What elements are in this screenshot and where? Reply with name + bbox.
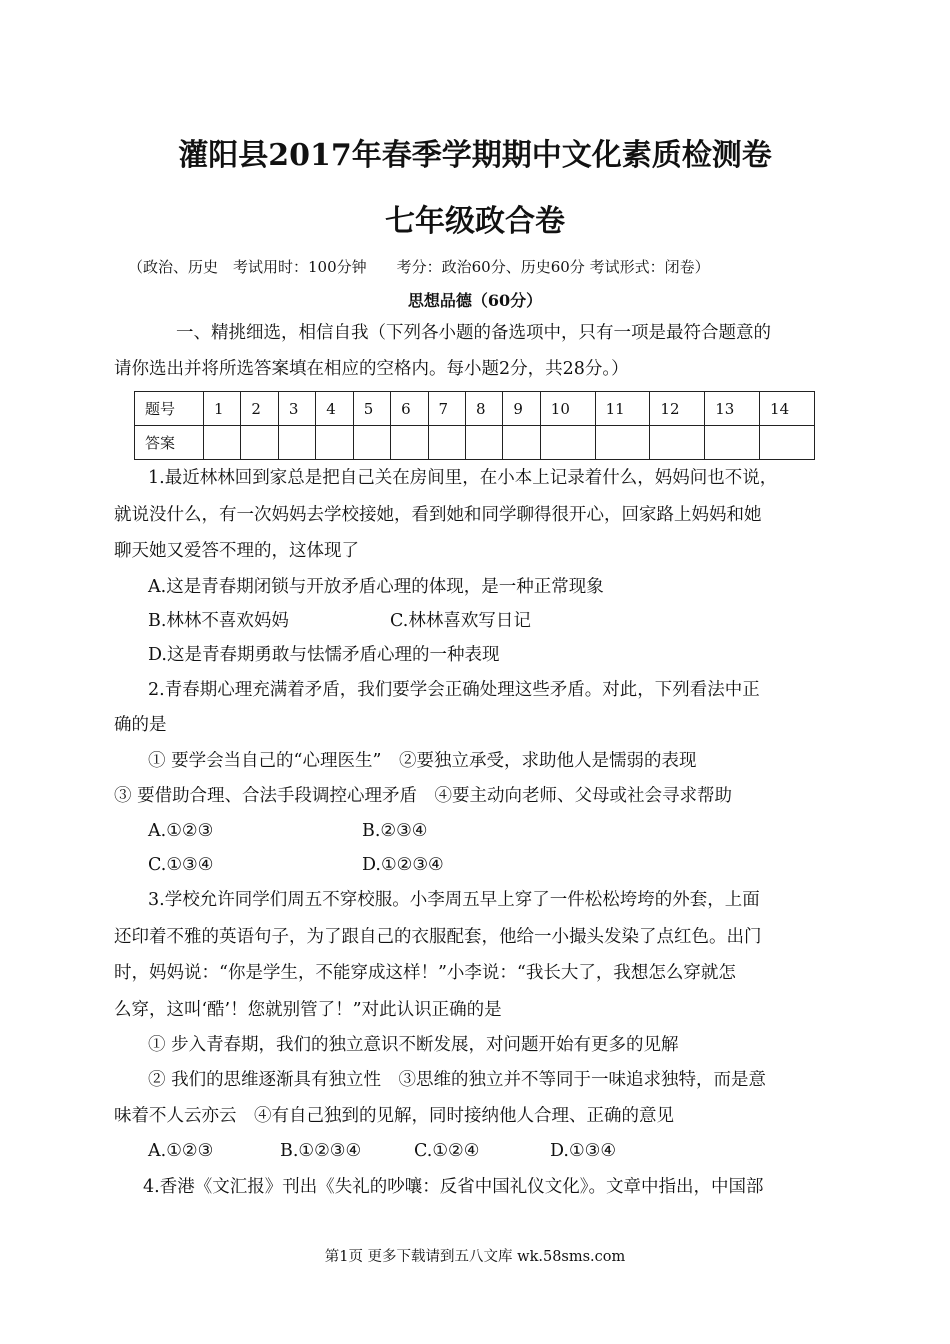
q1-line-1: 1.最近林林回到家总是把自己关在房间里，在小本上记录着什么，妈妈问也不说， [148,468,778,488]
table-cell-number: 2 [241,392,278,426]
section-heading: 思想品德（60分） [407,291,543,310]
table-cell-number: 12 [650,392,705,426]
q3-line-1: 3.学校允许同学们周五不穿校服。小李周五早上穿了一件松松垮垮的外套，上面 [148,890,760,910]
q3-statement-1: ① 步入青春期，我们的独立意识不断发展，对问题开始有更多的见解 [148,1035,679,1055]
exam-title: 灌阳县2017年春季学期期中文化素质检测卷 [178,138,772,173]
table-cell-number: 11 [595,392,650,426]
q4-line-1: 4.香港《文汇报》刊出《失礼的吵嚷：反省中国礼仪文化》。文章中指出，中国部 [143,1177,764,1197]
q2-line-2: 确的是 [114,715,167,735]
answer-cell[interactable] [760,426,815,460]
answer-table [134,391,815,460]
q3-statement-3: 味着不人云亦云 ④有自己独到的见解，同时接纳他人合理、正确的意见 [114,1106,674,1126]
table-cell-number: 7 [428,392,465,426]
table-cell-number: 8 [465,392,502,426]
answer-cell[interactable] [540,426,595,460]
q2-statement-2: ③ 要借助合理、合法手段调控心理矛盾 ④要主动向老师、父母或社会寻求帮助 [114,786,733,806]
q3-option-a: A.①②③ [148,1141,214,1161]
q1-option-a: A.这是青春期闭锁与开放矛盾心理的体现，是一种正常现象 [148,577,604,597]
answer-cell[interactable] [465,426,502,460]
answer-cell[interactable] [204,426,241,460]
q3-line-4: 么穿，这叫‘酷’！您就别管了！”对此认识正确的是 [114,1000,502,1020]
q3-line-2: 还印着不雅的英语句子，为了跟自己的衣服配套，他给一小撮头发染了点红色。出门 [114,927,762,947]
table-cell-number: 5 [353,392,390,426]
answer-cell[interactable] [705,426,760,460]
table-cell-number: 9 [503,392,540,426]
q1-option-d: D.这是青春期勇敢与怯懦矛盾心理的一种表现 [148,645,500,665]
answer-cell[interactable] [595,426,650,460]
answer-cell[interactable] [278,426,315,460]
q1-line-2: 就说没什么，有一次妈妈去学校接她，看到她和同学聊得很开心，回家路上妈妈和她 [114,505,762,525]
table-row [135,392,815,426]
exam-meta: （政治、历史 考试用时：100分钟 考分：政治60分、历史60分 考试形式：闭卷） [128,258,710,276]
answer-cell[interactable] [316,426,353,460]
q1-line-3: 聊天她又爱答不理的，这体现了 [114,541,359,561]
table-cell-number: 1 [204,392,241,426]
q2-statement-1: ① 要学会当自己的“心理医生” ②要独立承受，求助他人是懦弱的表现 [148,751,697,771]
table-cell-number: 14 [760,392,815,426]
answer-cell[interactable] [503,426,540,460]
table-row [135,426,815,460]
q2-option-c: C.①③④ [148,855,214,875]
table-cell-number: 10 [540,392,595,426]
q1-option-c: C.林林喜欢写日记 [390,611,531,631]
q2-option-a: A.①②③ [148,821,214,841]
q3-option-c: C.①②④ [414,1141,480,1161]
answer-cell[interactable] [391,426,428,460]
answer-cell[interactable] [241,426,278,460]
table-header-answer: 答案 [135,426,204,460]
answer-cell[interactable] [353,426,390,460]
table-cell-number: 6 [391,392,428,426]
q2-option-d: D.①②③④ [362,855,444,875]
instruction-line-1: 一、精挑细选，相信自我（下列各小题的备选项中，只有一项是最符合题意的 [176,323,771,343]
q3-option-b: B.①②③④ [280,1141,362,1161]
table-cell-number: 13 [705,392,760,426]
answer-cell[interactable] [650,426,705,460]
q3-statement-2: ② 我们的思维逐渐具有独立性 ③思维的独立并不等同于一味追求独特，而是意 [148,1070,767,1090]
page-footer: 第1页 更多下载请到五八文库 wk.58sms.com [324,1249,626,1265]
table-cell-number: 3 [278,392,315,426]
table-header-number: 题号 [135,392,204,426]
q2-line-1: 2.青春期心理充满着矛盾，我们要学会正确处理这些矛盾。对此，下列看法中正 [148,680,760,700]
q3-line-3: 时，妈妈说：“你是学生，不能穿成这样！”小李说：“我长大了，我想怎么穿就怎 [114,963,736,983]
instruction-line-2: 请你选出并将所选答案填在相应的空格内。每小题2分，共28分。） [114,359,629,379]
answer-cell[interactable] [428,426,465,460]
q1-option-b: B.林林不喜欢妈妈 [148,611,289,631]
q2-option-b: B.②③④ [362,821,428,841]
exam-subtitle: 七年级政合卷 [385,204,565,239]
q3-option-d: D.①③④ [550,1141,617,1161]
table-cell-number: 4 [316,392,353,426]
